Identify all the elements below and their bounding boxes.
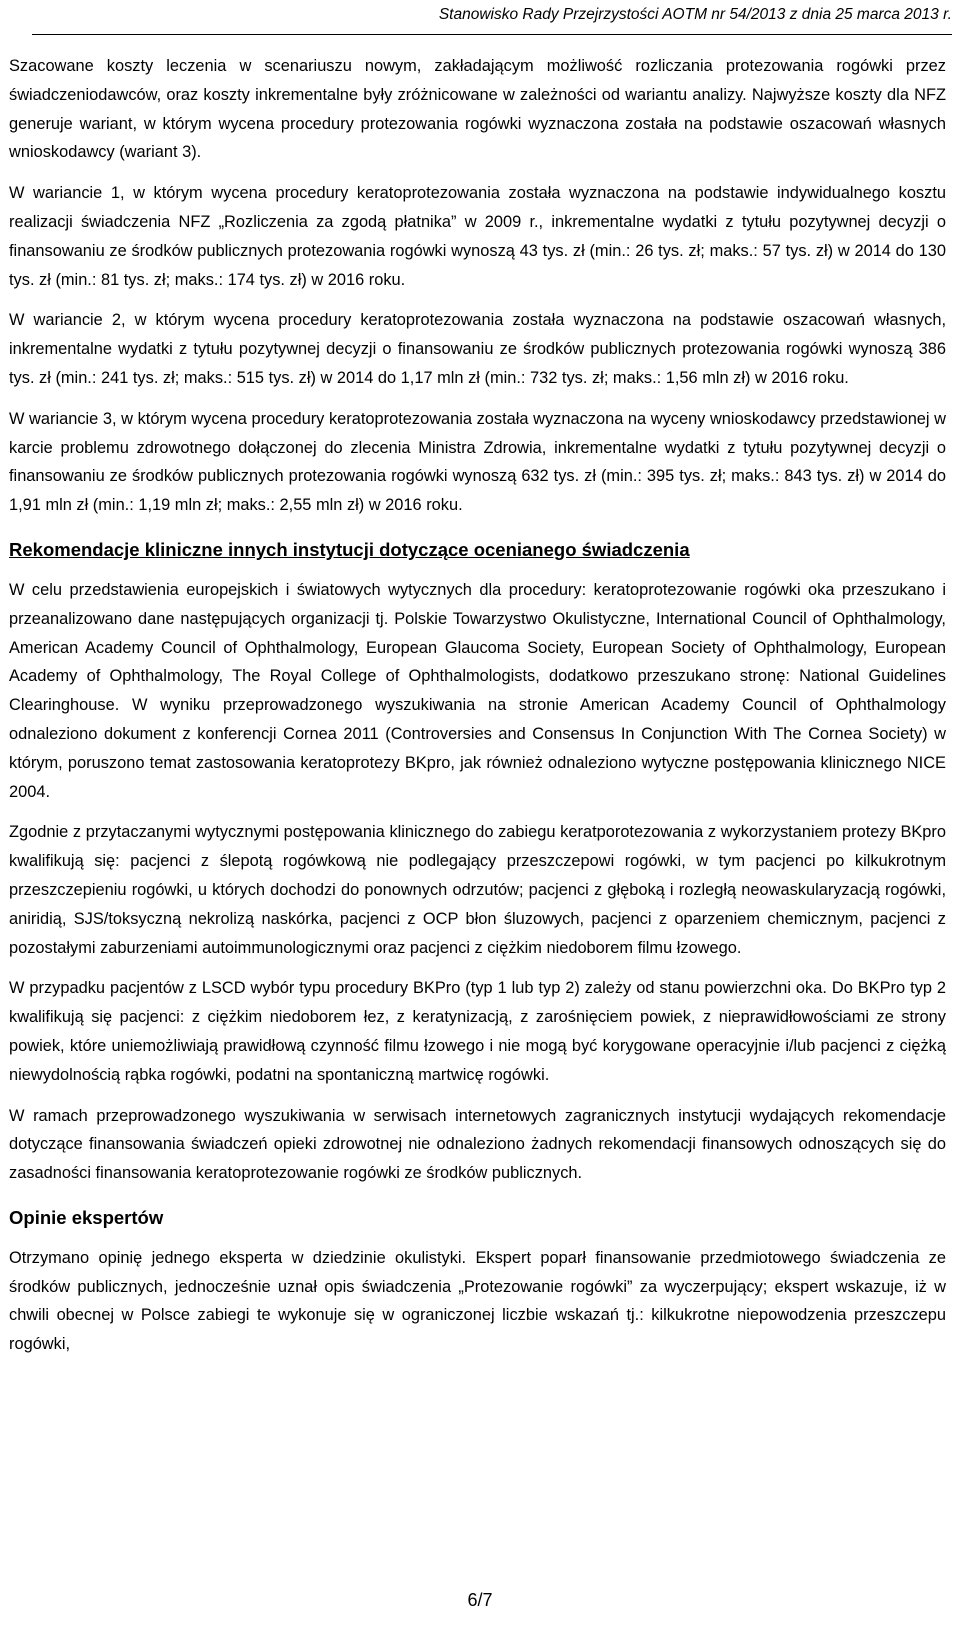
paragraph-qualification: Zgodnie z przytaczanymi wytycznymi postępowania klinicznego do zabiegu keratporotezowania z wykorzystaniem protezy BKpro kwalifikują się: pacjenci z ślepotą rogówkową nie podlegający przeszczepowi rogówki, w tym pacjenci po kilkukrotnym przeszczepieniu rogówki, u których dochodzi do ponownych odrzutów; pacjenci z głęboką i rozległą neowaskularyzacją rogówki, aniridią, SJS/toksyczną nekrolizą naskórka, pacjenci z OCP błon śluzowych, pacjenci z oparzeniem chemicznym, pacjenci z pozostałymi zaburzeniami autoimmunologicznymi oraz pacjenci z ciężkim niedoborem filmu łzowego. bbox=[9, 823, 946, 957]
paragraph-expert-opinion: Otrzymano opinię jednego eksperta w dziedzinie okulistyki. Ekspert poparł finansowanie przedmiotowego świadczenia ze środków publicznych, jednocześnie uznał opis świadczenia „Protezowanie rogówki” za wyczerpujący; ekspert wskazuje, iż w chwili obecnej w Polsce zabiegi te wykonuje się w ograniczonej liczbie wskazań tj.: kilkukrotne niepowodzenia przeszczepu rogówki, bbox=[9, 1248, 946, 1354]
paragraph-variant-2: W wariancie 2, w którym wycena procedury keratoprotezowania została wyznaczona na podstawie oszacowań własnych, inkrementalne wydatki z tytułu pozytywnej decyzji o finansowaniu ze środków publicznych protezowania rogówki wynoszą 386 tys. zł (min.: 241 tys. zł; maks.: 515 tys. zł) w 2014 do 1,17 mln zł (min.: 732 tys. zł; maks.: 1,56 mln zł) w 2016 roku. bbox=[9, 311, 946, 387]
heading-clinical-recommendations: Rekomendacje kliniczne innych instytucji dotyczące ocenianego świadczenia bbox=[9, 538, 690, 560]
paragraph-cost-overview: Szacowane koszty leczenia w scenariuszu nowym, zakładającym możliwość rozliczania protezowania rogówki przez świadczeniodawców, oraz koszty inkrementalne były zróżnicowane w zależności od wariantu analizy. Najwyższe koszty dla NFZ generuje wariant, w którym wycena procedury protezowania rogówki wyznaczona została na podstawie oszacowań własnych wnioskodawcy (wariant 3). bbox=[9, 57, 946, 162]
paragraph-variant-3: W wariancie 3, w którym wycena procedury keratoprotezowania została wyznaczona na wyceny wnioskodawcy przedstawionej w karcie problemu zdrowotnego dołączonej do zlecenia Ministra Zdrowia, inkrementalne wydatki z tytułu pozytywnej decyzji o finansowaniu ze środków publicznych protezowania rogówki wynoszą 632 tys. zł (min.: 395 tys. zł; maks.: 843 tys. zł) w 2014 do 1,91 mln zł (min.: 1,19 mln zł; maks.: 2,55 mln zł) w 2016 roku. bbox=[9, 409, 946, 515]
paragraph-guidelines-search: W celu przedstawienia europejskich i światowych wytycznych dla procedury: keratoprotezowanie rogówki oka przeszukano i przeanalizowano dane następujących organizacji tj. Polskie Towarzystwo Okulistyczne, International Council of Ophthalmology, American Academy Council of Ophthalmology, European Glaucoma Society, European Society of Ophthalmology, European Academy of Ophthalmology, The Royal College of Ophthalmologists, dodatkowo przeszukano stronę: National Guidelines Clearinghouse. W wyniku przeprowadzonego wyszukiwania na stronie American Academy Council of Ophthalmology odnaleziono dokument z konferencji Cornea 2011 (Controversies and Consensus In Conjunction With The Cornea Society) w którym, poruszono temat zastosowania keratoprotezy BKpro, jak również odnaleziono wytyczne postępowania klinicznego NICE 2004. bbox=[9, 580, 946, 801]
paragraph-financial-recommendations: W ramach przeprowadzonego wyszukiwania w serwisach internetowych zagranicznych instytucji wydających rekomendacje dotyczące finansowania świadczeń opieki zdrowotnej nie odnaleziono żadnych rekomendacji finansowych odnoszących się do zasadności finansowania keratoprotezowanie rogówki ze środków publicznych. bbox=[9, 1106, 946, 1183]
paragraph-lscd: W przypadku pacjentów z LSCD wybór typu procedury BKPro (typ 1 lub typ 2) zależy od stanu powierzchni oka. Do BKPro typ 2 kwalifikują się pacjenci: z ciężkim niedoborem łez, z keratynizacją, z zarośnięciem powiek, z nieprawidłowościami ze strony powiek, które uniemożliwiają prawidłową czynność filmu łzowego i nie mogą być korygowane operacyjnie i/lub pacjenci z ciężką niewydolnością rąbka rogówki, podatni na spontaniczną martwicę rogówki. bbox=[9, 979, 946, 1084]
document-body bbox=[9, 52, 946, 1371]
paragraph-variant-1: W wariancie 1, w którym wycena procedury keratoprotezowania została wyznaczona na podstawie indywidualnego kosztu realizacji świadczenia NFZ „Rozliczenia za zgodą płatnika” w 2009 r., inkrementalne wydatki z tytułu pozytywnej decyzji o finansowaniu ze środków publicznych protezowania rogówki wynoszą 43 tys. zł (min.: 26 tys. zł; maks.: 57 tys. zł) w 2014 do 130 tys. zł (min.: 81 tys. zł; maks.: 174 tys. zł) w 2016 roku. bbox=[9, 184, 946, 289]
page-number: 6/7 bbox=[467, 1590, 493, 1610]
header-text: Stanowisko Rady Przejrzystości AOTM nr 54/2013 z dnia 25 marca 2013 r. bbox=[438, 6, 952, 23]
heading-expert-opinions: Opinie ekspertów bbox=[9, 1206, 164, 1228]
page-header bbox=[32, 0, 952, 35]
